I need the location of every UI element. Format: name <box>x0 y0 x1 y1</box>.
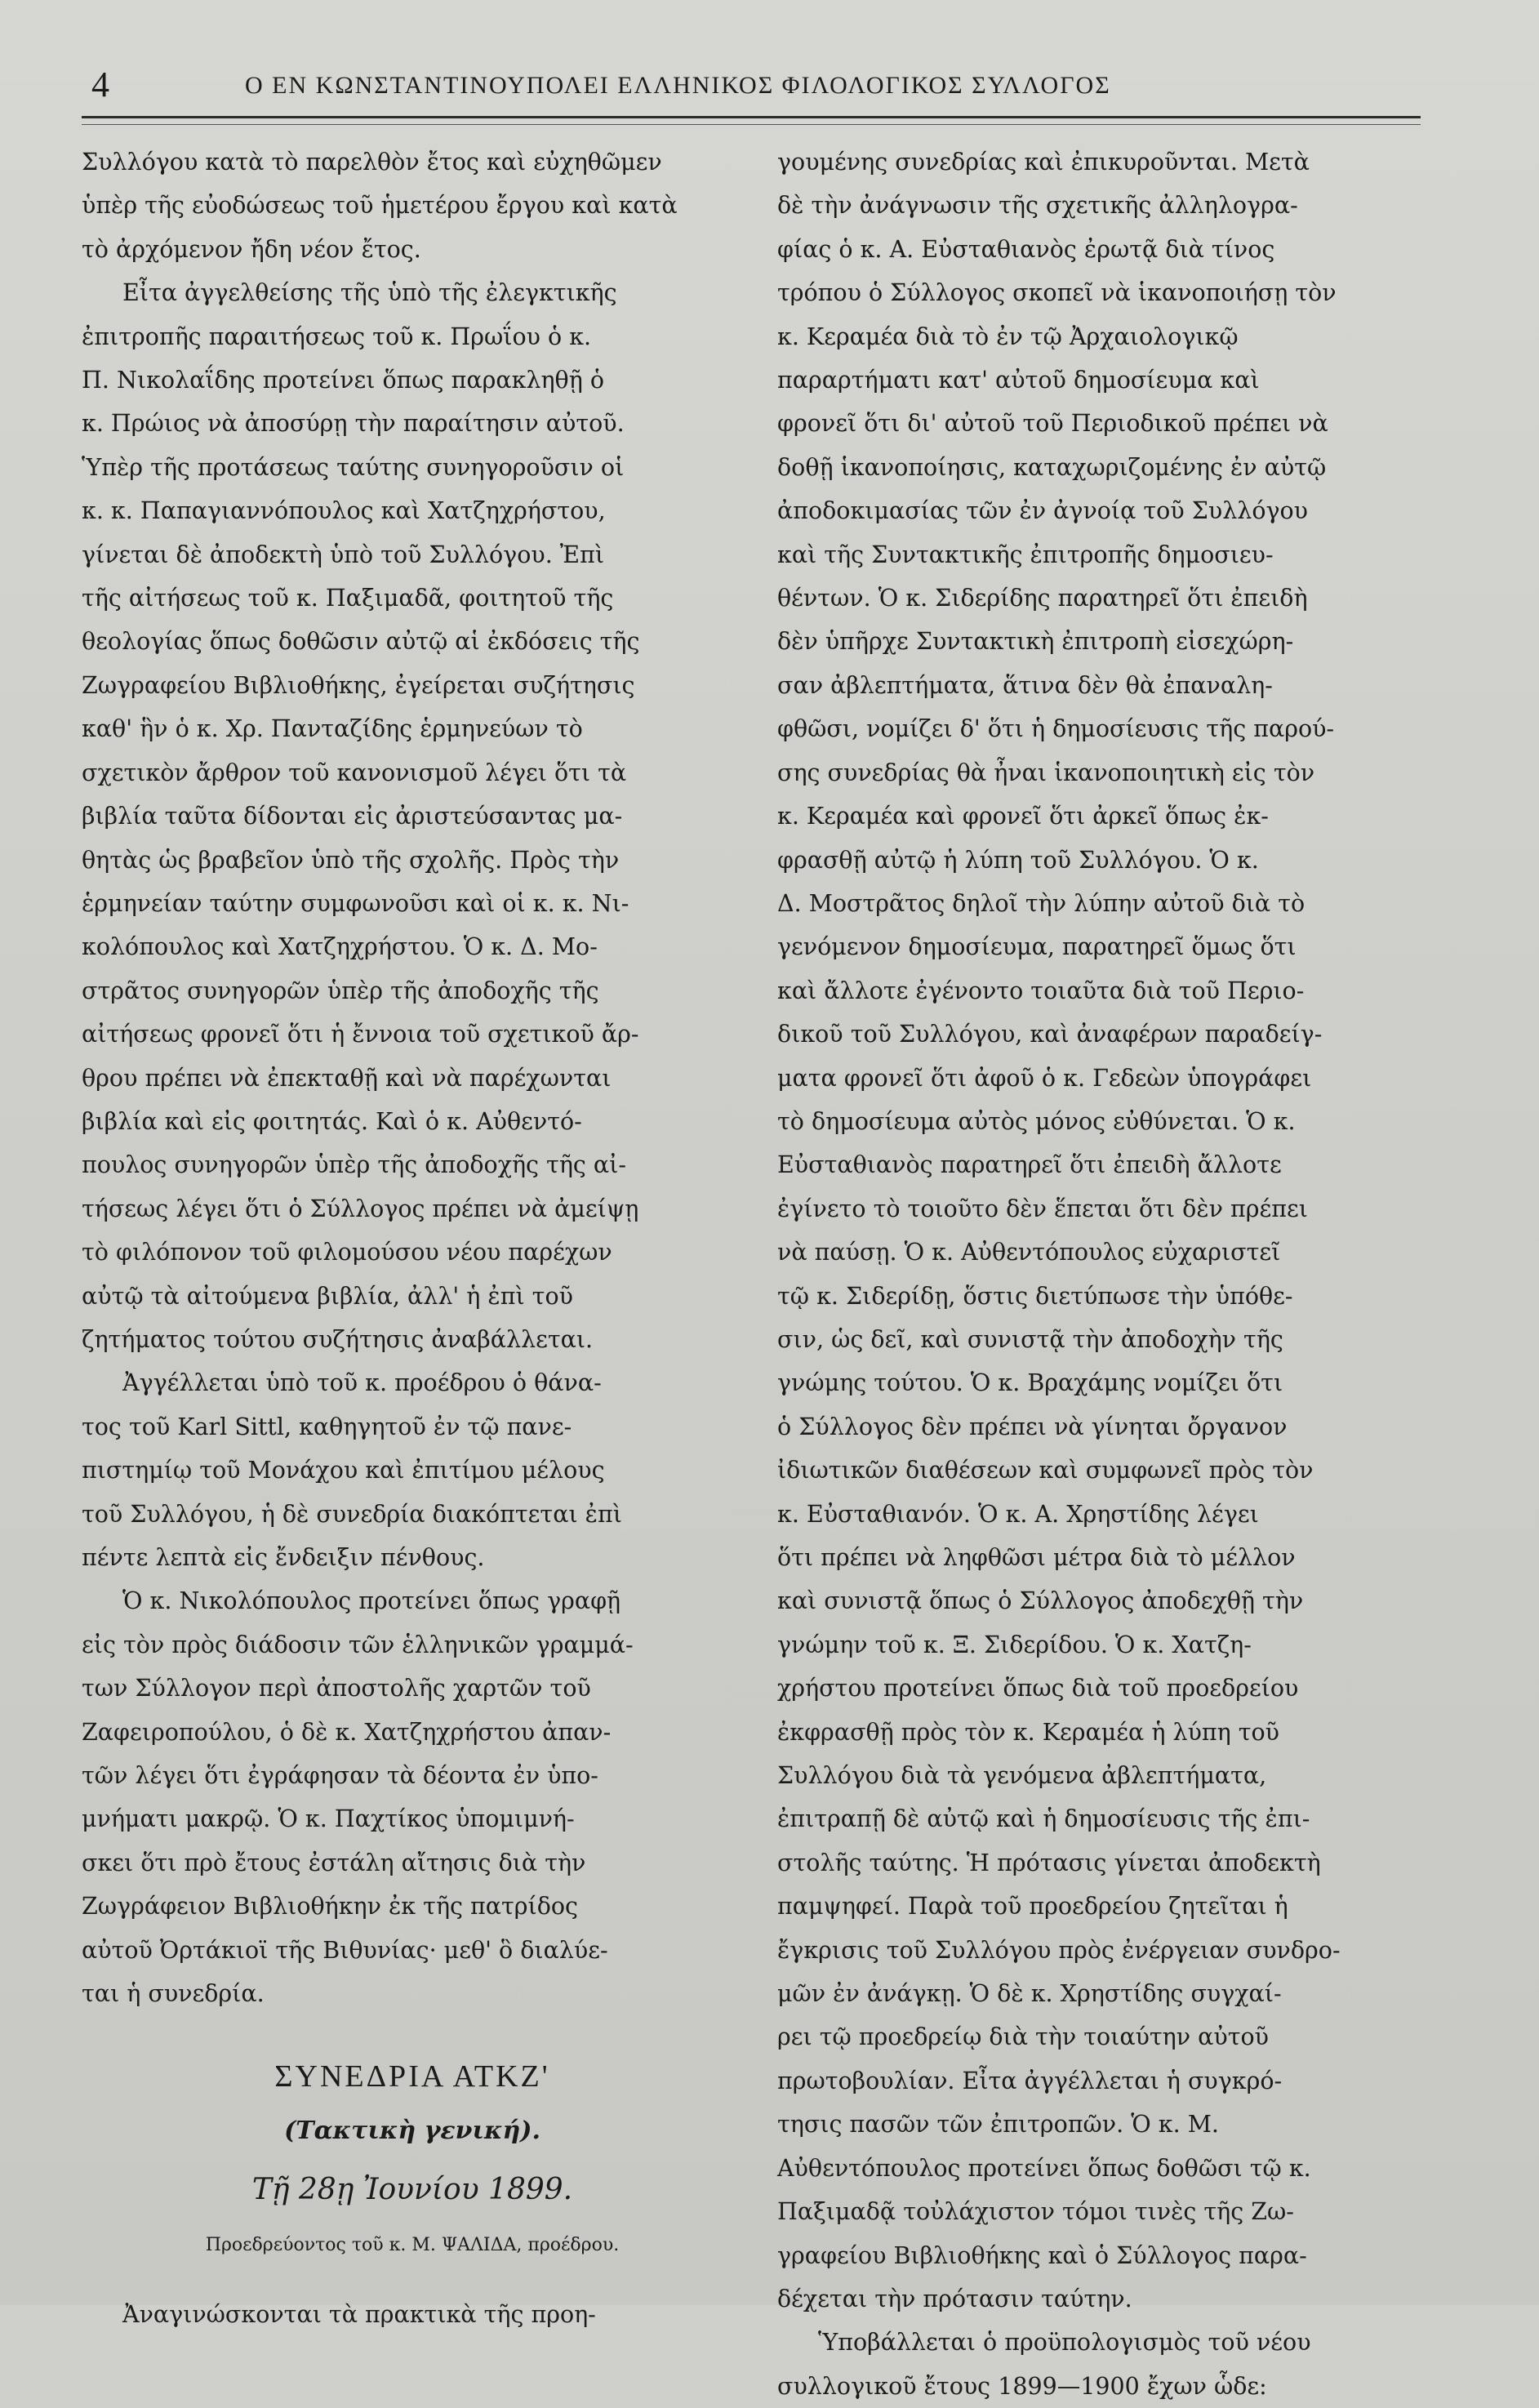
text-line: κ. Εὐσταθιανόν. Ὁ κ. Α. Χρηστίδης λέγει <box>777 1500 1259 1528</box>
text-line: καὶ τῆς Συντακτικῆς ἐπιτροπῆς δημοσιευ- <box>777 541 1274 568</box>
text-line: ἐπιτροπῆς παραιτήσεως τοῦ κ. Πρωΐου ὁ κ. <box>82 323 592 350</box>
paragraph <box>82 140 743 271</box>
text-line: πέντε λεπτὰ εἰς ἔνδειξιν πένθους. <box>82 1544 485 1571</box>
text-line: στρᾶτος συνηγορῶν ὑπὲρ τῆς ἀποδοχῆς τῆς <box>82 977 599 1004</box>
text-line: θητὰς ὡς βραβεῖον ὑπὸ τῆς σχολῆς. Πρὸς τὴν <box>82 846 620 874</box>
text-line: φρονεῖ ὅτι δι' αὐτοῦ τοῦ Περιοδικοῦ πρέπει νὰ <box>777 410 1328 438</box>
text-line: αἰτήσεως φρονεῖ ὅτι ἡ ἔννοια τοῦ σχετικοῦ ἄρ- <box>82 1021 639 1048</box>
session-heading <box>82 2048 743 2268</box>
text-line: γνώμης τούτου. Ὁ κ. Βραχάμης νομίζει ὅτι <box>777 1369 1283 1397</box>
text-line: ἔγκρισις τοῦ Συλλόγου πρὸς ἐνέργειαν συνδρο- <box>777 1936 1341 1964</box>
text-line: δὲν ὑπῆρχε Συντακτικὴ ἐπιτροπὴ εἰσεχώρη- <box>777 628 1294 656</box>
text-line: τήσεως λέγει ὅτι ὁ Σύλλογος πρέπει νὰ ἀμείψῃ <box>82 1195 639 1222</box>
text-line: ται ἡ συνεδρία. <box>82 1980 265 2008</box>
text-line: σχετικὸν ἄρθρον τοῦ κανονισμοῦ λέγει ὅτι τὰ <box>82 759 627 786</box>
session-title: ΣΥΝΕΔΡΙΑ ΑΤΚΖ' <box>274 2059 550 2094</box>
text-line: Εὐσταθιανὸς παρατηρεῖ ὅτι ἐπειδὴ ἄλλοτε <box>777 1151 1282 1179</box>
text-line: χρήστου προτείνει ὅπως διὰ τοῦ προεδρείου <box>777 1675 1299 1703</box>
text-line: αὐτῷ τὰ αἰτούμενα βιβλία, ἀλλ' ἡ ἐπὶ τοῦ <box>82 1282 573 1310</box>
text-line: τησις πασῶν τῶν ἐπιτροπῶν. Ὁ κ. Μ. <box>777 2111 1219 2139</box>
text-line: πιστημίῳ τοῦ Μονάχου καὶ ἐπιτίμου μέλους <box>82 1457 605 1484</box>
text-line: φίας ὁ κ. Α. Εὐσταθιανὸς ἐρωτᾷ διὰ τίνος <box>777 235 1275 263</box>
text-line: τῷ κ. Σιδερίδῃ, ὅστις διετύπωσε τὴν ὑπόθε- <box>777 1282 1293 1310</box>
text-line: μῶν ἐν ἀνάγκῃ. Ὁ δὲ κ. Χρηστίδης συγχαί- <box>777 1980 1282 2008</box>
text-line: ἐγίνετο τὸ τοιοῦτο δὲν ἕπεται ὅτι δὲν πρέπει <box>777 1195 1308 1222</box>
text-line: Αὐθεντόπουλος προτείνει ὅπως δοθῶσι τῷ κ. <box>777 2154 1311 2182</box>
text-line: τος τοῦ Karl Sittl, καθηγητοῦ ἐν τῷ πανε- <box>82 1413 572 1440</box>
text-line: σκει ὅτι πρὸ ἔτους ἐστάλη αἴτησις διὰ τὴν <box>82 1849 586 1876</box>
text-line: τῆς αἰτήσεως τοῦ κ. Παξιμαδᾶ, φοιτητοῦ τῆς <box>82 585 614 612</box>
text-line: Συλλόγου κατὰ τὸ παρελθὸν ἔτος καὶ εὐχηθῶμεν <box>82 149 662 176</box>
page-header <box>0 57 1539 106</box>
text-line: τρόπου ὁ Σύλλογος σκοπεῖ νὰ ἱκανοποιήσῃ τὸν <box>777 279 1337 307</box>
text-line: σης συνεδρίας θὰ ἦναι ἱκανοποιητικὴ εἰς τὸν <box>777 759 1315 786</box>
paragraph <box>82 2293 743 2336</box>
text-line: γνώμην τοῦ κ. Ξ. Σιδερίδου. Ὁ κ. Χατζη- <box>777 1631 1252 1658</box>
text-line: Ἀγγέλλεται ὑπὸ τοῦ κ. προέδρου ὁ θάνα- <box>122 1369 602 1397</box>
text-line: πρωτοβουλίαν. Εἶτα ἀγγέλλεται ἡ συγκρό- <box>777 2067 1283 2094</box>
text-line: γραφείου Βιβλιοθήκης καὶ ὁ Σύλλογος παρα- <box>777 2241 1307 2269</box>
text-line: τὸ ἀρχόμενον ἤδη νέον ἔτος. <box>82 235 421 263</box>
text-line: ὁ Σύλλογος δὲν πρέπει νὰ γίνηται ὄργανον <box>777 1413 1288 1440</box>
paragraph <box>122 271 743 314</box>
text-line: κ. Πρώιος νὰ ἀποσύρῃ τὴν παραίτησιν αὐτοῦ. <box>82 410 625 438</box>
text-line: πουλος συνηγορῶν ὑπὲρ τῆς ἀποδοχῆς τῆς αἰ- <box>82 1151 626 1179</box>
text-line: καθ' ἣν ὁ κ. Χρ. Πανταζίδης ἑρμηνεύων τὸ <box>82 715 583 743</box>
text-line: Παξιμαδᾷ τοὐλάχιστον τόμοι τινὲς τῆς Ζω- <box>777 2198 1294 2226</box>
text-line: δοθῇ ἱκανοποίησις, καταχωριζομένης ἐν αὐτῷ <box>777 453 1327 481</box>
session-type: (Τακτικὴ γενική). <box>284 2116 540 2146</box>
text-line: βιβλία ταῦτα δίδονται εἰς ἀριστεύσαντας μα- <box>82 803 623 830</box>
text-line: βιβλία καὶ εἰς φοιτητάς. Καὶ ὁ κ. Αὐθεντό- <box>82 1107 582 1135</box>
text-line: ἰδιωτικῶν διαθέσεων καὶ συμφωνεῖ πρὸς τὸν <box>777 1457 1314 1484</box>
text-line: θρου πρέπει νὰ ἐπεκταθῇ καὶ νὰ παρέχωνται <box>82 1064 612 1092</box>
running-head: Ο ΕΝ ΚΩΝΣΤΑΝΤΙΝΟΥΠΟΛΕΙ ΕΛΛΗΝΙΚΟΣ ΦΙΛΟΛΟΓΙΚΟΣ ΣΥΛΛΟΓΟΣ <box>245 72 1111 99</box>
text-line: δὲ τὴν ἀνάγνωσιν τῆς σχετικῆς ἀλληλογρα- <box>777 192 1298 220</box>
left-column <box>82 140 743 2337</box>
text-line: σιν, ὡς δεῖ, καὶ συνιστᾷ τὴν ἀποδοχὴν τῆς <box>777 1325 1283 1353</box>
text-line: εἰς τὸν πρὸς διάδοσιν τῶν ἑλληνικῶν γραμμά- <box>82 1631 634 1658</box>
text-line: μνήματι μακρῷ. Ὁ κ. Παχτίκος ὑπομιμνή- <box>82 1805 575 1833</box>
paragraph <box>777 2321 1424 2408</box>
text-line: νὰ παύσῃ. Ὁ κ. Αὐθεντόπουλος εὐχαριστεῖ <box>777 1239 1281 1266</box>
text-line: ὑπὲρ τῆς εὐοδώσεως τοῦ ἡμετέρου ἔργου καὶ κατὰ <box>82 192 678 220</box>
text-line: φρασθῇ αὐτῷ ἡ λύπη τοῦ Συλλόγου. Ὁ κ. <box>777 846 1259 874</box>
text-line: Ζωγράφειον Βιβλιοθήκην ἐκ τῆς πατρίδος <box>82 1893 578 1921</box>
text-line: γενόμενον δημοσίευμα, παρατηρεῖ ὅμως ὅτι <box>777 933 1297 961</box>
text-line: τὸ δημοσίευμα αὐτὸς μόνος εὐθύνεται. Ὁ κ. <box>777 1107 1296 1135</box>
text-line: ὅτι πρέπει νὰ ληφθῶσι μέτρα διὰ τὸ μέλλον <box>777 1544 1296 1571</box>
text-line: τοῦ Συλλόγου, ἡ δὲ συνεδρία διακόπτεται ἐπὶ <box>82 1500 622 1528</box>
text-line: κ. Κεραμέα διὰ τὸ ἐν τῷ Ἀρχαιολογικῷ <box>777 323 1239 350</box>
text-line: κολόπουλος καὶ Χατζηχρήστου. Ὁ κ. Δ. Μο- <box>82 933 598 961</box>
text-line: Ὁ κ. Νικολόπουλος προτείνει ὅπως γραφῇ <box>122 1587 621 1615</box>
text-line: γίνεται δὲ ἀποδεκτὴ ὑπὸ τοῦ Συλλόγου. Ἐπὶ <box>82 541 605 568</box>
text-line: Π. Νικολαΐδης προτείνει ὅπως παρακληθῇ ὁ <box>82 367 604 394</box>
text-line: αὐτοῦ Ὀρτάκιοϊ τῆς Βιθυνίας· μεθ' ὃ διαλύε- <box>82 1936 608 1964</box>
text-line: ζητήματος τούτου συζήτησις ἀναβάλλεται. <box>82 1325 594 1353</box>
session-date: Τῇ 28ῃ Ἰουνίου 1899. <box>251 2173 573 2207</box>
text-line: Ἀναγινώσκονται τὰ πρακτικὰ τῆς προη- <box>122 2301 596 2329</box>
text-line: Συλλόγου διὰ τὰ γενόμενα ἀβλεπτήματα, <box>777 1762 1267 1790</box>
text-line: Ζωγραφείου Βιβλιοθήκης, ἐγείρεται συζήτησις <box>82 671 635 699</box>
text-line: κ. Κεραμέα καὶ φρονεῖ ὅτι ἀρκεῖ ὅπως ἐκ- <box>777 803 1269 830</box>
paragraph <box>777 140 1424 2321</box>
text-line: τὸ φιλόπονον τοῦ φιλομούσου νέου παρέχων <box>82 1239 612 1266</box>
text-line: σαν ἀβλεπτήματα, ἅτινα δὲν θὰ ἐπαναλη- <box>777 671 1273 699</box>
text-line: ἐκφρασθῇ πρὸς τὸν κ. Κεραμέα ἡ λύπη τοῦ <box>777 1718 1280 1746</box>
text-line: στολῆς ταύτης. Ἡ πρότασις γίνεται ἀποδεκτὴ <box>777 1849 1321 1876</box>
text-line: γουμένης συνεδρίας καὶ ἐπικυροῦνται. Μετὰ <box>777 149 1310 176</box>
text-line: παμψηφεί. Παρὰ τοῦ προεδρείου ζητεῖται ἡ <box>777 1893 1288 1921</box>
text-line: ἀποδοκιμασίας τῶν ἐν ἀγνοίᾳ τοῦ Συλλόγου <box>777 497 1309 525</box>
text-line: των Σύλλογον περὶ ἀποστολῆς χαρτῶν τοῦ <box>82 1675 591 1703</box>
header-rule <box>82 116 1421 118</box>
text-line: παραρτήματι κατ' αὐτοῦ δημοσίευμα καὶ <box>777 367 1260 394</box>
text-line: καὶ συνιστᾷ ὅπως ὁ Σύλλογος ἀποδεχθῇ τὴν <box>777 1587 1304 1615</box>
text-line: συλλογικοῦ ἔτους 1899—1900 ἔχων ὧδε: <box>777 2372 1267 2400</box>
text-line: Ὑποβάλλεται ὁ προϋπολογισμὸς τοῦ νέου <box>818 2329 1311 2357</box>
right-column <box>777 140 1424 2408</box>
text-line: Εἶτα ἀγγελθείσης τῆς ὑπὸ τῆς ἐλεγκτικῆς <box>122 279 617 307</box>
paragraph <box>82 1579 743 2015</box>
text-line: Ὑπὲρ τῆς προτάσεως ταύτης συνηγοροῦσιν οἱ <box>82 453 625 481</box>
text-line: θέντων. Ὁ κ. Σιδερίδης παρατηρεῖ ὅτι ἐπειδὴ <box>777 585 1308 612</box>
text-line: Δ. Μοστρᾶτος δηλοῖ τὴν λύπην αὐτοῦ διὰ τὸ <box>777 889 1305 917</box>
text-line: καὶ ἄλλοτε ἐγένοντο τοιαῦτα διὰ τοῦ Περιο- <box>777 977 1305 1004</box>
text-line: φθῶσι, νομίζει δ' ὅτι ἡ δημοσίευσις τῆς παρού- <box>777 715 1335 743</box>
text-line: ρει τῷ προεδρείῳ διὰ τὴν τοιαύτην αὐτοῦ <box>777 2023 1269 2051</box>
text-line: δέχεται τὴν πρότασιν ταύτην. <box>777 2285 1132 2312</box>
paragraph <box>82 315 743 1362</box>
text-line: ματα φρονεῖ ὅτι ἀφοῦ ὁ κ. Γεδεὼν ὑπογράφει <box>777 1064 1312 1092</box>
text-line: δικοῦ τοῦ Συλλόγου, καὶ ἀναφέρων παραδείγ- <box>777 1021 1323 1048</box>
text-line: ἑρμηνείαν ταύτην συμφωνοῦσι καὶ οἱ κ. κ. Νι- <box>82 889 629 917</box>
text-line: τῶν λέγει ὅτι ἐγράφησαν τὰ δέοντα ἐν ὑπο- <box>82 1762 598 1790</box>
header-rule-thin <box>82 124 1421 125</box>
text-line: θεολογίας ὅπως δοθῶσιν αὐτῷ αἱ ἐκδόσεις τῆς <box>82 628 640 656</box>
paragraph <box>82 1361 743 1579</box>
text-line: Ζαφειροπούλου, ὁ δὲ κ. Χατζηχρήστου ἀπαν- <box>82 1718 612 1746</box>
text-line: κ. κ. Παπαγιαννόπουλος καὶ Χατζηχρήστου, <box>82 497 606 525</box>
session-chair: Προεδρεύοντος τοῦ κ. Μ. ΨΑΛΙΔΑ, προέδρου. <box>205 2235 620 2256</box>
page-number: 4 <box>91 65 109 105</box>
text-line: ἐπιτραπῇ δὲ αὐτῷ καὶ ἡ δημοσίευσις τῆς ἐπι- <box>777 1805 1310 1833</box>
